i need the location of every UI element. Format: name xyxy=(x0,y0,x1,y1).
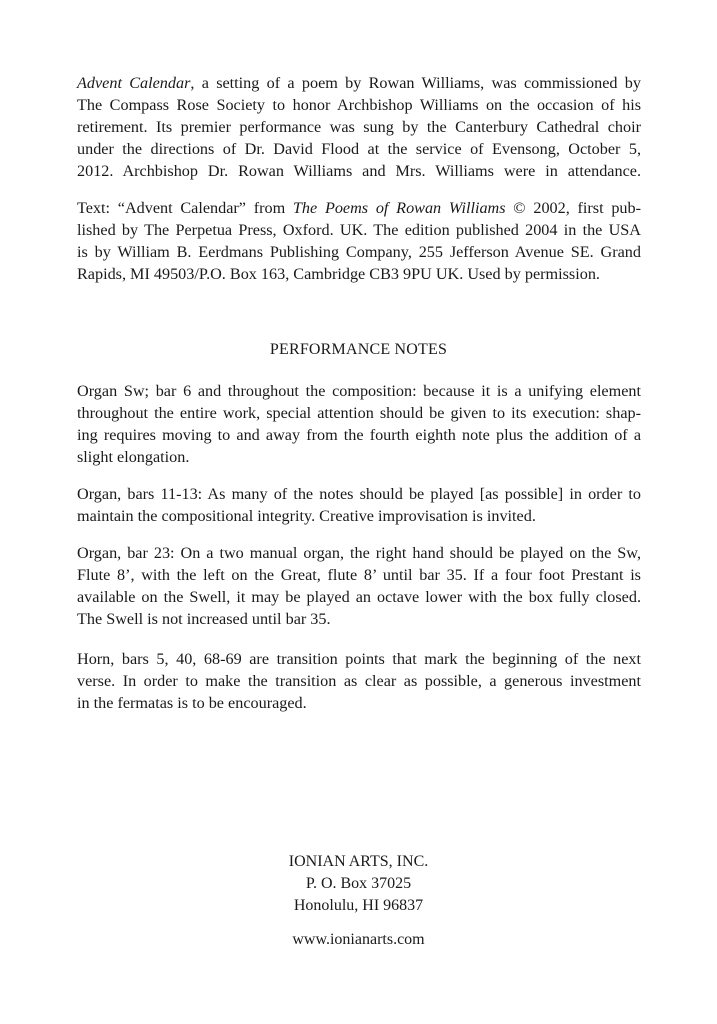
publisher-website-block xyxy=(0,929,717,951)
credits-line-1: Text: “Advent Calendar” from The Poems of Rowan Williams © 2002, first pub- xyxy=(77,199,641,217)
publisher-city: Honolulu, HI 96837 xyxy=(293,897,424,914)
note1-line-3: ing requires moving to and away from the fourth eighth note plus the addition of a xyxy=(77,426,641,444)
publisher-po-box: P. O. Box 37025 xyxy=(305,875,412,892)
note3-line-1: Organ, bar 23: On a two manual organ, the right hand should be played on the Sw, xyxy=(77,544,641,562)
note2-line-1: Organ, bars 11-13: As many of the notes should be played [as possible] in order to xyxy=(77,485,641,503)
note3-line-4: The Swell is not increased until bar 35. xyxy=(77,610,331,628)
publisher-website: www.ionianarts.com xyxy=(292,931,425,948)
credits-paragraph xyxy=(77,197,641,285)
note3-line-3: available on the Swell, it may be played an octave lower with the box fully closed. xyxy=(77,588,641,606)
note-organ-sw xyxy=(77,380,641,468)
note1-line-4: slight elongation. xyxy=(77,448,190,466)
note-horn xyxy=(77,648,641,714)
book-title: The Poems of Rowan Williams xyxy=(292,199,506,217)
note4-line-1: Horn, bars 5, 40, 68-69 are transition points that mark the beginning of the next xyxy=(77,650,641,668)
intro-line-2: The Compass Rose Society to honor Archbishop Williams on the occasion of his xyxy=(77,96,641,114)
credits-line-3: is by William B. Eerdmans Publishing Company, 255 Jefferson Avenue SE. Grand xyxy=(77,243,641,261)
work-title: Advent Calendar xyxy=(77,74,191,92)
note3-line-2: Flute 8’, with the left on the Great, flute 8’ until bar 35. If a four foot Prestant is xyxy=(77,566,641,584)
note1-line-2: throughout the entire work, special attention should be given to its execution: shap- xyxy=(77,404,641,422)
intro-line-4: under the directions of Dr. David Flood at the service of Evensong, October 5, xyxy=(77,140,641,158)
note4-line-2: verse. In order to make the transition as clear as possible, a generous investment xyxy=(77,672,641,690)
credits-line-2: lished by The Perpetua Press, Oxford. UK. The edition published 2004 in the USA xyxy=(77,221,641,239)
note2-line-2: maintain the compositional integrity. Creative improvisation is invited. xyxy=(77,507,536,525)
publisher-name: IONIAN ARTS, INC. xyxy=(288,853,429,870)
intro-paragraph xyxy=(77,72,641,182)
note4-line-3: in the fermatas is to be encouraged. xyxy=(77,694,307,712)
note-organ-bar-23 xyxy=(77,542,641,630)
credits-line-4: Rapids, MI 49503/P.O. Box 163, Cambridge CB3 9PU UK. Used by permission. xyxy=(77,265,600,283)
publisher-address xyxy=(0,851,717,917)
performance-notes-heading: PERFORMANCE NOTES xyxy=(269,341,448,358)
intro-line-3: retirement. Its premier performance was sung by the Canterbury Cathedral choir xyxy=(77,118,641,136)
note-organ-bars-11-13 xyxy=(77,483,641,527)
note1-line-1: Organ Sw; bar 6 and throughout the composition: because it is a unifying element xyxy=(77,382,641,400)
intro-line-5: 2012. Archbishop Dr. Rowan Williams and Mrs. Williams were in attendance. xyxy=(77,162,641,180)
intro-line-1: Advent Calendar, a setting of a poem by Rowan Williams, was commissioned by xyxy=(77,74,641,92)
